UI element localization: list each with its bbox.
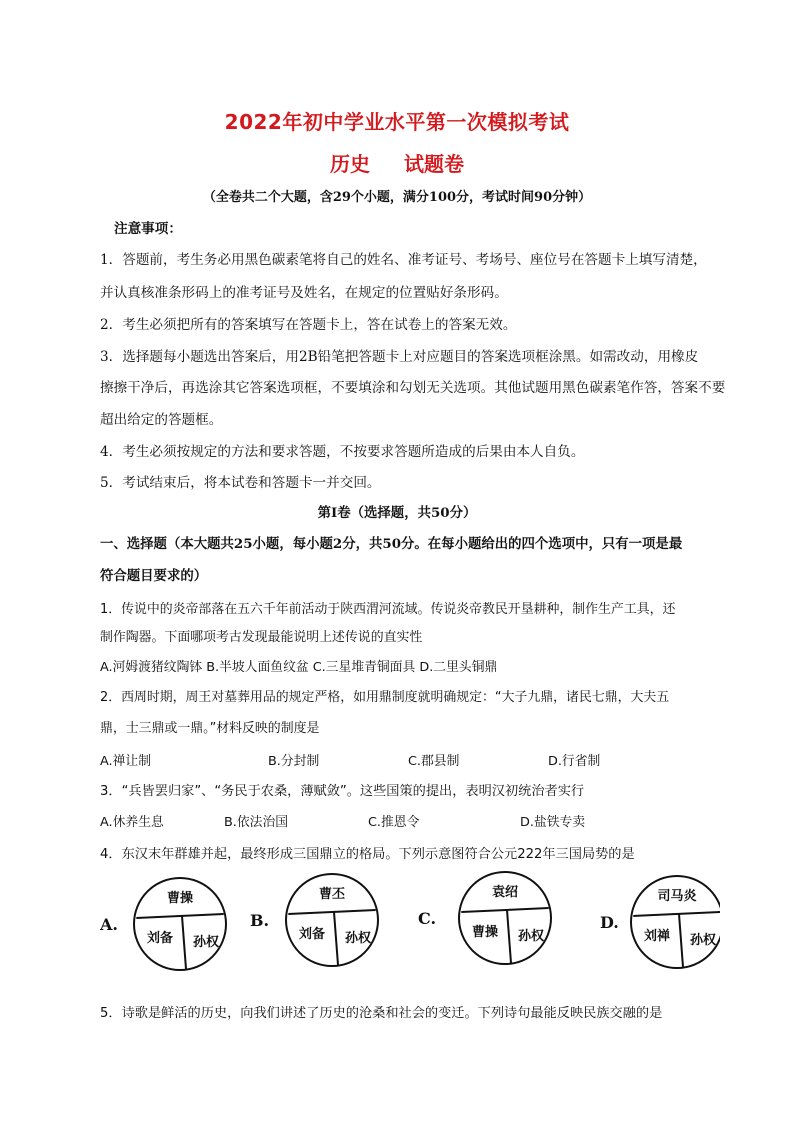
pie-label-right: 孙权 xyxy=(517,929,545,944)
pie-letter: B. xyxy=(250,911,270,930)
option-d: D.行省制 xyxy=(548,754,601,769)
notice-line: 5．考试结束后，将本试卷和答题卡一并交回。 xyxy=(100,475,381,491)
pie-letter: D. xyxy=(600,913,619,932)
section-heading: 第Ⅰ卷（选择题，共50分） xyxy=(317,505,477,521)
pie-letter: A. xyxy=(100,915,118,934)
notice-line: 4．考生必须按规定的方法和要求答题，不按要求答题所造成的后果由本人自负。 xyxy=(100,444,585,460)
question-1-options: A.河姆渡猪纹陶钵 B.半坡人面鱼纹盆 C.三星堆青铜面具 D.二里头铜鼎 xyxy=(100,660,498,675)
option-c: C.郡县制 xyxy=(408,754,460,769)
notice-heading: 注意事项： xyxy=(114,221,182,237)
section-instruction: 符合题目要求的） xyxy=(100,568,208,584)
paper-label: 试题卷 xyxy=(404,152,464,176)
option-d: D.盐铁专卖 xyxy=(520,815,586,830)
notice-line: 超出给定的答题框。 xyxy=(100,412,223,428)
pie-label-left: 曹操 xyxy=(471,925,499,940)
option-c: C.推恩令 xyxy=(368,815,420,830)
exam-summary: （全卷共二个大题，含29个小题，满分100分，考试时间90分钟） xyxy=(202,190,592,205)
pie-divider xyxy=(633,912,720,916)
question-2-options xyxy=(100,750,600,769)
question-3-options xyxy=(100,811,585,830)
question-3-stem: 3．“兵皆罢归家”、“务民于农桑，薄赋敛”。这些国策的提出，表明汉初统治者实行 xyxy=(100,784,585,799)
pie-label-right: 孙权 xyxy=(344,931,372,946)
exam-subtitle xyxy=(0,148,794,177)
pie-divider xyxy=(334,912,338,965)
pie-divider xyxy=(679,914,683,967)
pie-label-top: 曹操 xyxy=(166,891,194,906)
exam-title: 2022年初中学业水平第一次模拟考试 xyxy=(224,110,570,134)
pie-label-left: 刘备 xyxy=(298,927,326,942)
question-5-stem: 5．诗歌是鲜活的历史，向我们讲述了历史的沧桑和社会的变迁。下列诗句最能反映民族交融的是 xyxy=(100,1006,663,1021)
pie-label-top: 袁绍 xyxy=(491,885,519,900)
question-1-stem: 1．传说中的炎帝部落在五六千年前活动于陕西渭河流域。传说炎帝教民开垦耕种，制作生产工具，还 xyxy=(100,602,676,617)
pie-divider xyxy=(288,910,375,914)
section-instruction: 一、选择题（本大题共25小题，每小题2分，共50分。在每小题给出的四个选项中，只有一项是最 xyxy=(100,536,683,552)
notice-line: 1．答题前，考生务必用黑色碳素笔将自己的姓名、准考证号、考场号、座位号在答题卡上填写清楚， xyxy=(100,252,707,268)
pie-letter: C. xyxy=(418,909,437,928)
question-2-stem: 鼎，士三鼎或一鼎。”材料反映的制度是 xyxy=(100,721,320,736)
pie-divider xyxy=(461,908,548,912)
notice-line: 擦擦干净后，再选涂其它答案选项框，不要填涂和勾划无关选项。其他试题用黑色碳素笔作答，答案不要 xyxy=(100,380,726,396)
pie-label-left: 刘禅 xyxy=(643,929,671,944)
question-4-stem: 4．东汉末年群雄并起，最终形成三国鼎立的格局。下列示意图符合公元222年三国局势的是 xyxy=(100,847,635,862)
question-2-stem: 2．西周时期，周王对墓葬用品的规定严格，如用鼎制度就明确规定：“大子九鼎，诸民七鼎，大夫五 xyxy=(100,690,670,705)
option-a: A.休养生息 xyxy=(100,815,164,830)
pie-label-left: 刘备 xyxy=(146,931,174,946)
notice-line: 3．选择题每小题选出答案后，用2B铅笔把答题卡上对应题目的答案选项框涂黑。如需改动，用橡皮 xyxy=(100,349,699,365)
option-b: B.分封制 xyxy=(268,754,320,769)
pie-label-right: 孙权 xyxy=(689,933,717,948)
pie-option-2 xyxy=(250,874,378,966)
pie-divider xyxy=(136,914,223,918)
pie-option-1 xyxy=(100,878,226,970)
notice-line: 并认真核准条形码上的准考证号及姓名，在规定的位置贴好条形码。 xyxy=(100,285,508,301)
pie-divider xyxy=(507,910,511,963)
option-b: B.依法治国 xyxy=(224,815,289,830)
subject-label: 历史 xyxy=(330,152,370,176)
pie-diagrams xyxy=(100,868,720,978)
three-kingdoms-figure xyxy=(100,868,720,978)
pie-label-top: 司马炎 xyxy=(657,889,697,904)
pie-label-right: 孙权 xyxy=(192,935,220,950)
pie-option-4 xyxy=(600,876,720,968)
pie-divider xyxy=(182,916,186,969)
option-a: A.禅让制 xyxy=(100,754,151,769)
question-1-stem: 制作陶器。下面哪项考古发现最能说明上述传说的直实性 xyxy=(100,630,423,645)
notice-line: 2．考生必须把所有的答案填写在答题卡上，答在试卷上的答案无效。 xyxy=(100,317,517,333)
pie-option-3 xyxy=(418,872,551,964)
pie-label-top: 曹丕 xyxy=(318,887,346,902)
